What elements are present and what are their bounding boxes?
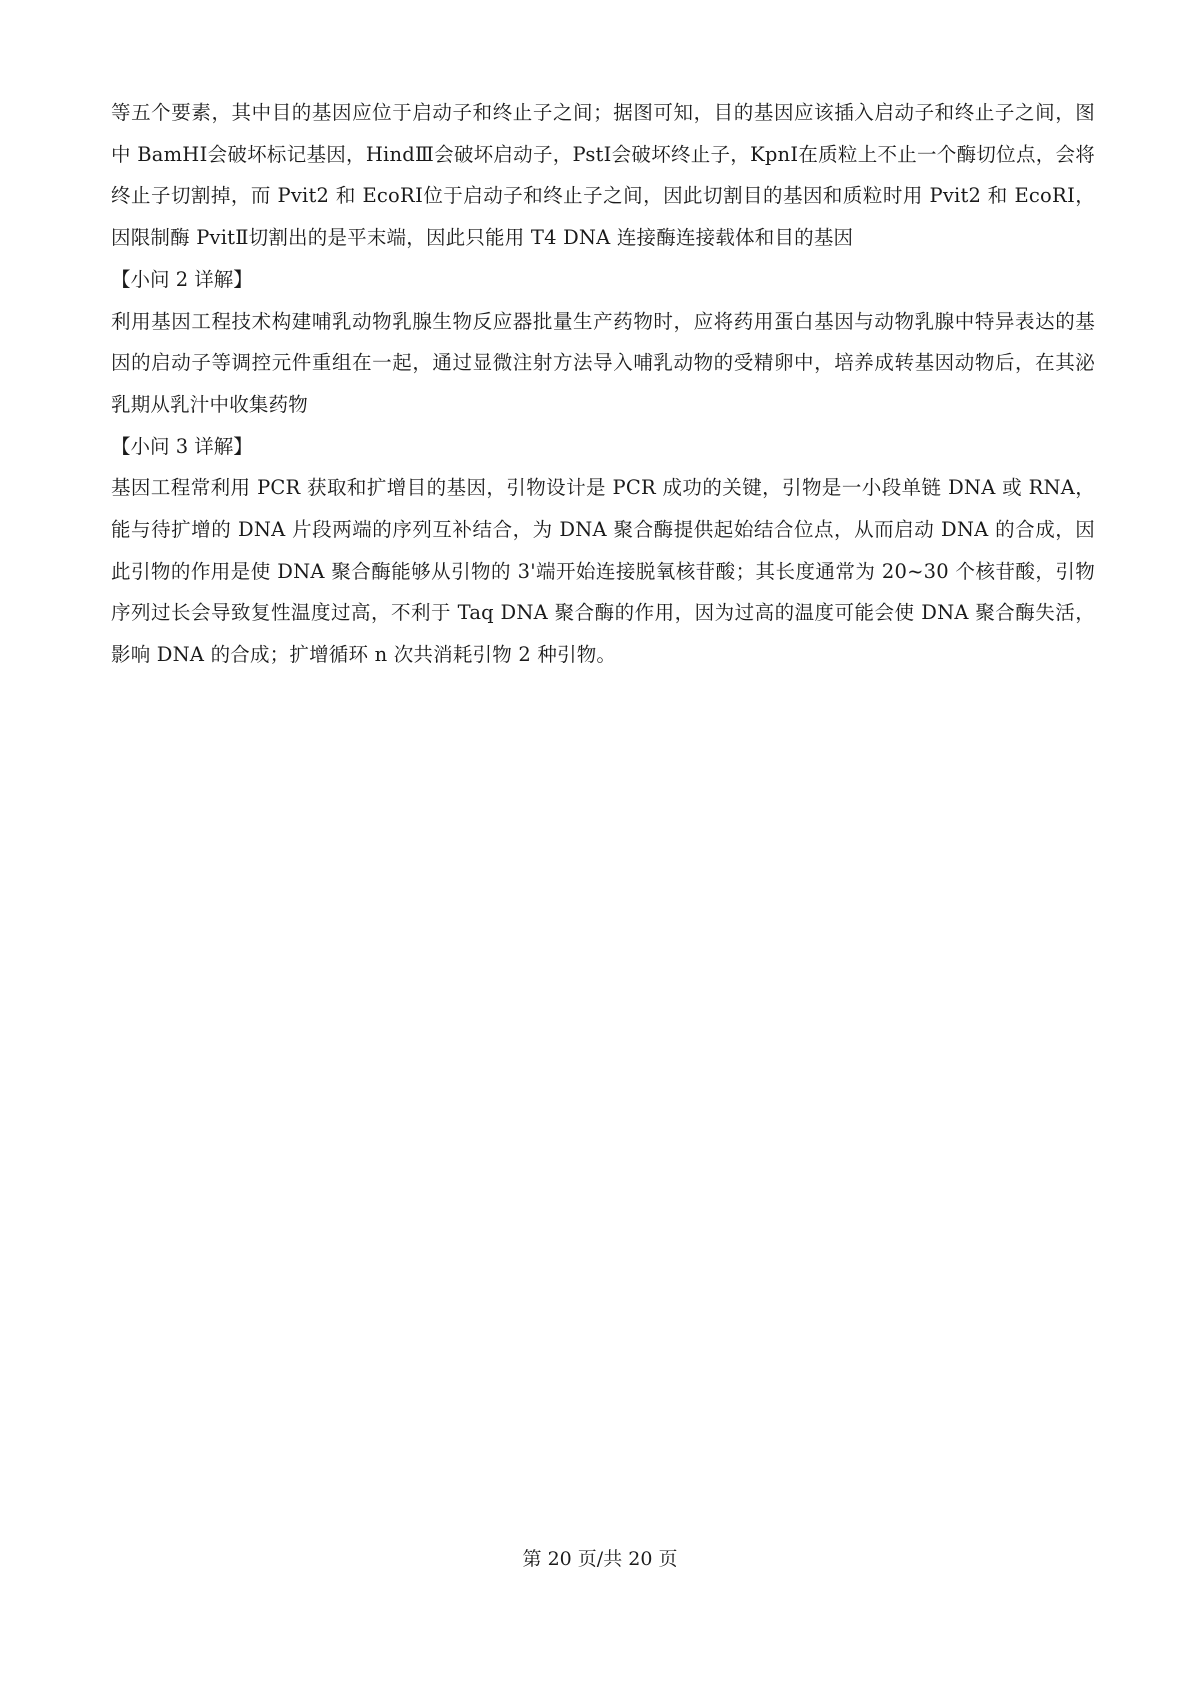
answer-paragraph-3: 基因工程常利用 PCR 获取和扩增目的基因，引物设计是 PCR 成功的关键，引物是一小段单链 DNA 或 RNA，能与待扩增的 DNA 片段两端的序列互补结合，为 DNA 聚合酶提供起始结合位点，从而启动 DNA 的合成，因此引物的作用是使 DNA 聚合酶能够从引物的 3'端开始连接脱氧核苷酸；其长度通常为 20~30 个核苷酸，引物序列过长会导致复性温度过高，不利于 Taq DNA 聚合酶的作用，因为过高的温度可能会使 DNA 聚合酶失活，影响 DNA 的合成；扩增循环 n 次共消耗引物 2 种引物。: [111, 476, 1095, 667]
answer-paragraph-1: 等五个要素，其中目的基因应位于启动子和终止子之间；据图可知，目的基因应该插入启动子和终止子之间，图中 BamHⅠ会破坏标记基因，HindⅢ会破坏启动子，PstⅠ会破坏终止子，KpnⅠ在质粒上不止一个酶切位点，会将终止子切割掉，而 Pvit2 和 EcoRⅠ位于启动子和终止子之间，因此切割目的基因和质粒时用 Pvit2 和 EcoRⅠ，因限制酶 PvitⅡ切割出的是平末端，因此只能用 T4 DNA 连接酶连接载体和目的基因: [111, 101, 1095, 250]
section-heading-question-3: 【小问 3 详解】: [111, 434, 253, 458]
page-number-footer: 第 20 页/共 20 页: [522, 1548, 678, 1570]
document-body: [111, 92, 1095, 676]
answer-paragraph-2: 利用基因工程技术构建哺乳动物乳腺生物反应器批量生产药物时，应将药用蛋白基因与动物乳腺中特异表达的基因的启动子等调控元件重组在一起，通过显微注射方法导入哺乳动物的受精卵中，培养成转基因动物后，在其泌乳期从乳汁中收集药物: [111, 309, 1095, 416]
section-heading-question-2: 【小问 2 详解】: [111, 267, 253, 291]
